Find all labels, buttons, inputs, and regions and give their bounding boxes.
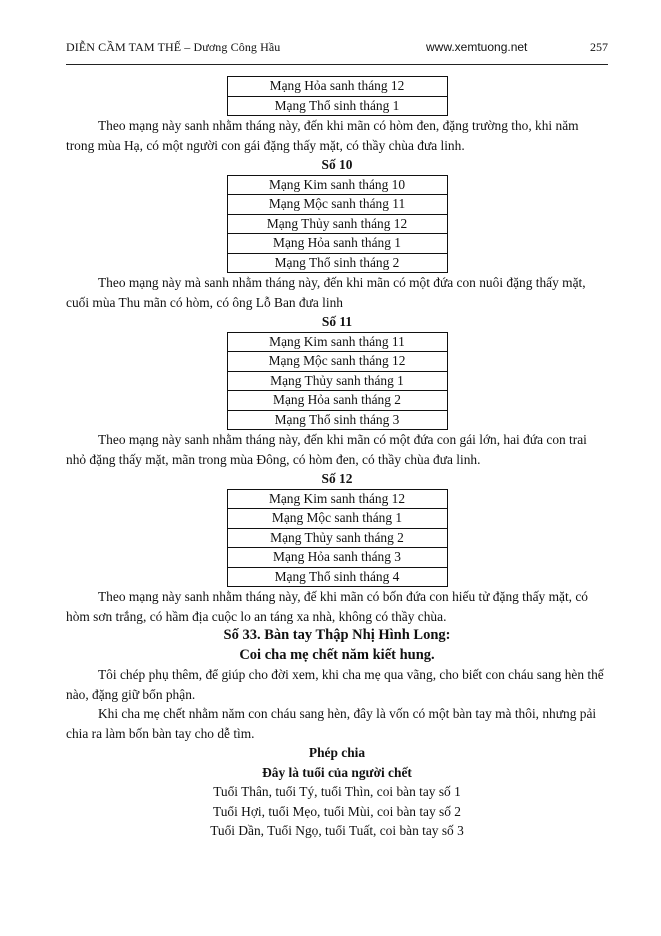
table-so-11 <box>227 332 448 431</box>
table-cell: Mạng Mộc sanh tháng 12 <box>227 352 447 372</box>
phep-chia-heading: Phép chia <box>308 745 366 760</box>
table-row <box>227 96 447 116</box>
table-cell: Mạng Thổ sinh tháng 4 <box>227 567 447 587</box>
list-item: Tuổi Thân, tuổi Tý, tuổi Thìn, coi bàn tay số 1 <box>213 784 461 799</box>
table-row <box>227 175 447 195</box>
table-cell: Mạng Thủy sanh tháng 12 <box>227 214 447 234</box>
table-cell: Mạng Mộc sanh tháng 11 <box>227 195 447 215</box>
table-cell: Mạng Thủy sanh tháng 1 <box>227 371 447 391</box>
table-cell: Mạng Hỏa sanh tháng 1 <box>227 234 447 254</box>
table-row <box>227 371 447 391</box>
table-row <box>227 509 447 529</box>
section-heading-so-12: Số 12 <box>321 471 353 486</box>
table-row <box>227 77 447 97</box>
table-row <box>227 234 447 254</box>
phep-chia-subheading: Đây là tuổi của người chết <box>262 764 412 780</box>
table-continued <box>227 76 448 116</box>
running-title: DIỄN CẦM TAM THẾ – Dương Công Hầu <box>66 40 281 54</box>
table-row <box>227 410 447 430</box>
table-row <box>227 528 447 548</box>
table-cell: Mạng Mộc sanh tháng 1 <box>227 509 447 529</box>
table-cell: Mạng Thổ sinh tháng 1 <box>227 96 447 116</box>
page-number: 257 <box>590 40 608 54</box>
paragraph: Theo mạng này sanh nhằm tháng này, đến khi mãn có hòm đen, đặng trường tho, khi năm trong mùa Hạ, có một người con gái đặng thấy mặt, có thầy chùa đưa linh. <box>66 118 579 153</box>
paragraph: Theo mạng này sanh nhằm tháng này, đế khi mãn có bốn đứa con hiếu tử đặng thấy mặt, có hòm sơn trắng, có hầm địa cuộc lo an táng xa nhà, không có thầy chùa. <box>66 589 588 624</box>
table-row <box>227 253 447 273</box>
table-cell: Mạng Thủy sanh tháng 2 <box>227 528 447 548</box>
table-row <box>227 548 447 568</box>
table-cell: Mạng Thổ sinh tháng 3 <box>227 410 447 430</box>
table-row <box>227 214 447 234</box>
page-header <box>66 40 608 56</box>
section-heading-so-10: Số 10 <box>321 157 353 172</box>
paragraph: Theo mạng này sanh nhằm tháng này, đến khi mãn có một đứa con gái lớn, hai đứa con trai nhỏ đặng thấy mặt, mãn trong mùa Đông, có hòm đen, có thầy chùa đưa linh. <box>66 432 587 467</box>
paragraph: Khi cha mẹ chết nhằm năm con cháu sang hèn, đây là vốn có một bàn tay mà thôi, nhưng pải chia ra làm bốn bàn tay cho dễ tìm. <box>66 706 597 741</box>
table-cell: Mạng Hỏa sanh tháng 12 <box>227 77 447 97</box>
list-item: Tuổi Dần, Tuổi Ngọ, tuổi Tuất, coi bàn tay số 3 <box>210 823 464 838</box>
website-url: www.xemtuong.net <box>426 40 528 54</box>
table-row <box>227 567 447 587</box>
section-heading-so-33: Số 33. Bàn tay Thập Nhị Hình Long: <box>223 627 451 643</box>
page-body <box>66 76 608 841</box>
paragraph: Theo mạng này mà sanh nhằm tháng này, đến khi mãn có một đứa con nuôi đặng thấy mặt, cuối mùa Thu mãn có hòm, có ông Lỗ Ban đưa linh <box>66 275 586 310</box>
table-row <box>227 332 447 352</box>
section-subheading: Coi cha mẹ chết năm kiết hung. <box>239 646 435 663</box>
table-row <box>227 489 447 509</box>
paragraph: Tôi chép phụ thêm, để giúp cho đời xem, khi cha mẹ qua vãng, cho biết con cháu sang hèn thế nào, đặng giữ bổn phận. <box>66 667 604 702</box>
table-cell: Mạng Hỏa sanh tháng 2 <box>227 391 447 411</box>
table-row <box>227 391 447 411</box>
table-cell: Mạng Kim sanh tháng 11 <box>227 332 447 352</box>
header-rule <box>66 64 608 65</box>
table-row <box>227 195 447 215</box>
section-heading-so-11: Số 11 <box>321 314 353 329</box>
table-so-10 <box>227 175 448 274</box>
table-cell: Mạng Hỏa sanh tháng 3 <box>227 548 447 568</box>
table-so-12 <box>227 489 448 588</box>
table-row <box>227 352 447 372</box>
table-cell: Mạng Kim sanh tháng 12 <box>227 489 447 509</box>
table-cell: Mạng Kim sanh tháng 10 <box>227 175 447 195</box>
table-cell: Mạng Thổ sinh tháng 2 <box>227 253 447 273</box>
list-item: Tuổi Hợi, tuổi Mẹo, tuổi Mùi, coi bàn tay số 2 <box>213 803 461 819</box>
